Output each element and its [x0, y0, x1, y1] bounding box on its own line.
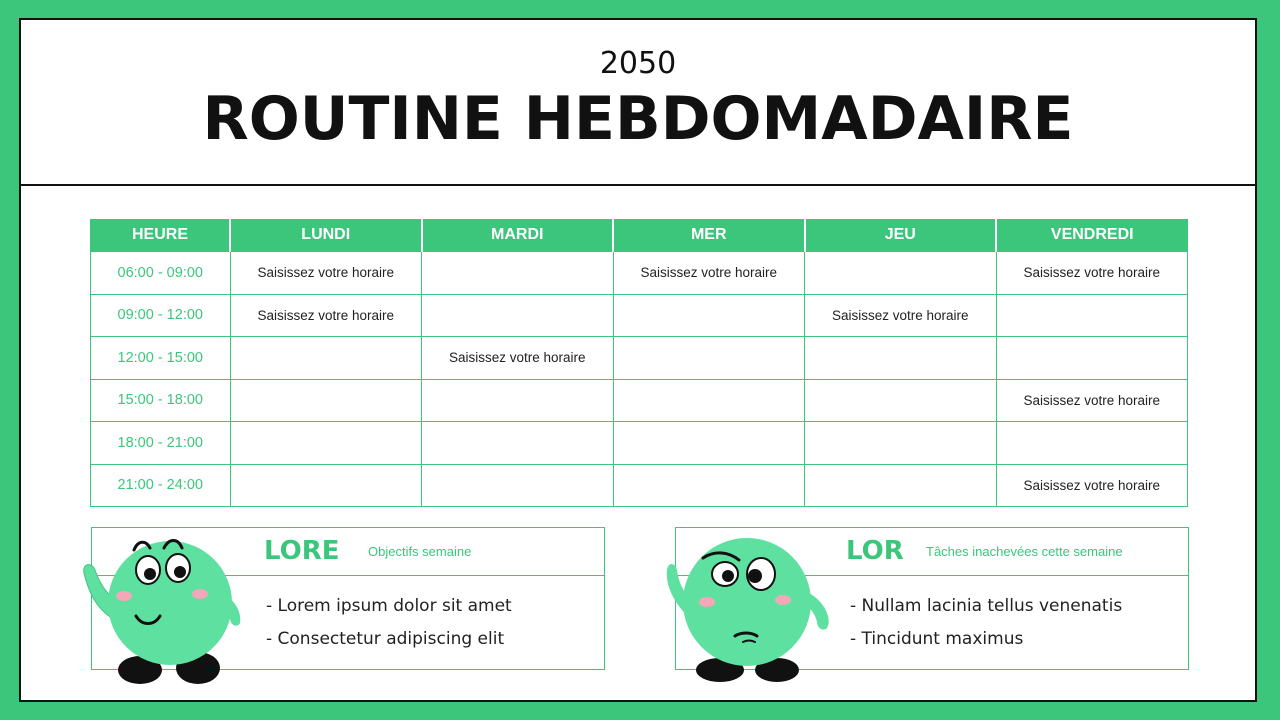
- time-slot: 12:00 - 15:00: [91, 337, 231, 380]
- table-row: [91, 252, 1188, 295]
- column-header-monday: LUNDI: [230, 219, 422, 252]
- column-header-tuesday: MARDI: [422, 219, 614, 252]
- weekly-goals-title: LORE: [264, 536, 340, 566]
- unfinished-tasks-list: [850, 590, 1122, 656]
- schedule-cell[interactable]: Saisissez votre horaire: [230, 294, 422, 337]
- weekly-timetable: [90, 219, 1188, 507]
- table-row: [91, 294, 1188, 337]
- list-item: - Consectetur adipiscing elit: [266, 629, 505, 649]
- schedule-cell[interactable]: [422, 294, 614, 337]
- schedule-cell[interactable]: [230, 464, 422, 507]
- schedule-cell[interactable]: Saisissez votre horaire: [805, 294, 997, 337]
- schedule-cell[interactable]: Saisissez votre horaire: [996, 252, 1188, 295]
- schedule-cell[interactable]: [422, 464, 614, 507]
- schedule-cell[interactable]: [805, 422, 997, 465]
- schedule-cell[interactable]: [996, 337, 1188, 380]
- schedule-cell[interactable]: [422, 422, 614, 465]
- table-row: [91, 464, 1188, 507]
- time-slot: 15:00 - 18:00: [91, 379, 231, 422]
- table-row: [91, 379, 1188, 422]
- time-slot: 18:00 - 21:00: [91, 422, 231, 465]
- list-item: - Lorem ipsum dolor sit amet: [266, 596, 512, 616]
- schedule-cell[interactable]: [613, 337, 805, 380]
- weekly-goals-subtitle: Objectifs semaine: [368, 544, 472, 559]
- schedule-cell[interactable]: [996, 294, 1188, 337]
- schedule-cell[interactable]: [613, 379, 805, 422]
- timetable-header-row: [91, 219, 1188, 252]
- schedule-cell[interactable]: [805, 252, 997, 295]
- schedule-cell[interactable]: [613, 294, 805, 337]
- list-item: - Tincidunt maximus: [850, 629, 1024, 649]
- schedule-cell[interactable]: Saisissez votre horaire: [613, 252, 805, 295]
- schedule-cell[interactable]: Saisissez votre horaire: [230, 252, 422, 295]
- time-slot: 06:00 - 09:00: [91, 252, 231, 295]
- year-label: 2050: [599, 46, 677, 81]
- column-header-hour: HEURE: [91, 219, 231, 252]
- column-header-wednesday: MER: [613, 219, 805, 252]
- schedule-cell[interactable]: [805, 337, 997, 380]
- unfinished-tasks-title: LOR: [846, 536, 904, 566]
- table-row: [91, 422, 1188, 465]
- schedule-cell[interactable]: Saisissez votre horaire: [422, 337, 614, 380]
- table-row: [91, 337, 1188, 380]
- schedule-cell[interactable]: [230, 379, 422, 422]
- schedule-cell[interactable]: Saisissez votre horaire: [996, 379, 1188, 422]
- time-slot: 09:00 - 12:00: [91, 294, 231, 337]
- page-title: ROUTINE HEBDOMADAIRE: [202, 84, 1074, 154]
- schedule-cell[interactable]: [805, 464, 997, 507]
- column-header-thursday: JEU: [805, 219, 997, 252]
- column-header-friday: VENDREDI: [996, 219, 1188, 252]
- schedule-cell[interactable]: [613, 422, 805, 465]
- page-header: [21, 20, 1255, 186]
- schedule-cell[interactable]: [230, 337, 422, 380]
- schedule-cell[interactable]: [422, 252, 614, 295]
- schedule-cell[interactable]: [996, 422, 1188, 465]
- list-item: - Nullam lacinia tellus venenatis: [850, 596, 1123, 616]
- unfinished-tasks-subtitle: Tâches inachevées cette semaine: [926, 544, 1123, 559]
- happy-mascot-icon: [70, 528, 260, 693]
- time-slot: 21:00 - 24:00: [91, 464, 231, 507]
- schedule-cell[interactable]: Saisissez votre horaire: [996, 464, 1188, 507]
- schedule-cell[interactable]: [230, 422, 422, 465]
- schedule-cell[interactable]: [613, 464, 805, 507]
- weekly-goals-list: [266, 590, 512, 656]
- grumpy-mascot-icon: [655, 528, 845, 688]
- schedule-cell[interactable]: [422, 379, 614, 422]
- schedule-cell[interactable]: [805, 379, 997, 422]
